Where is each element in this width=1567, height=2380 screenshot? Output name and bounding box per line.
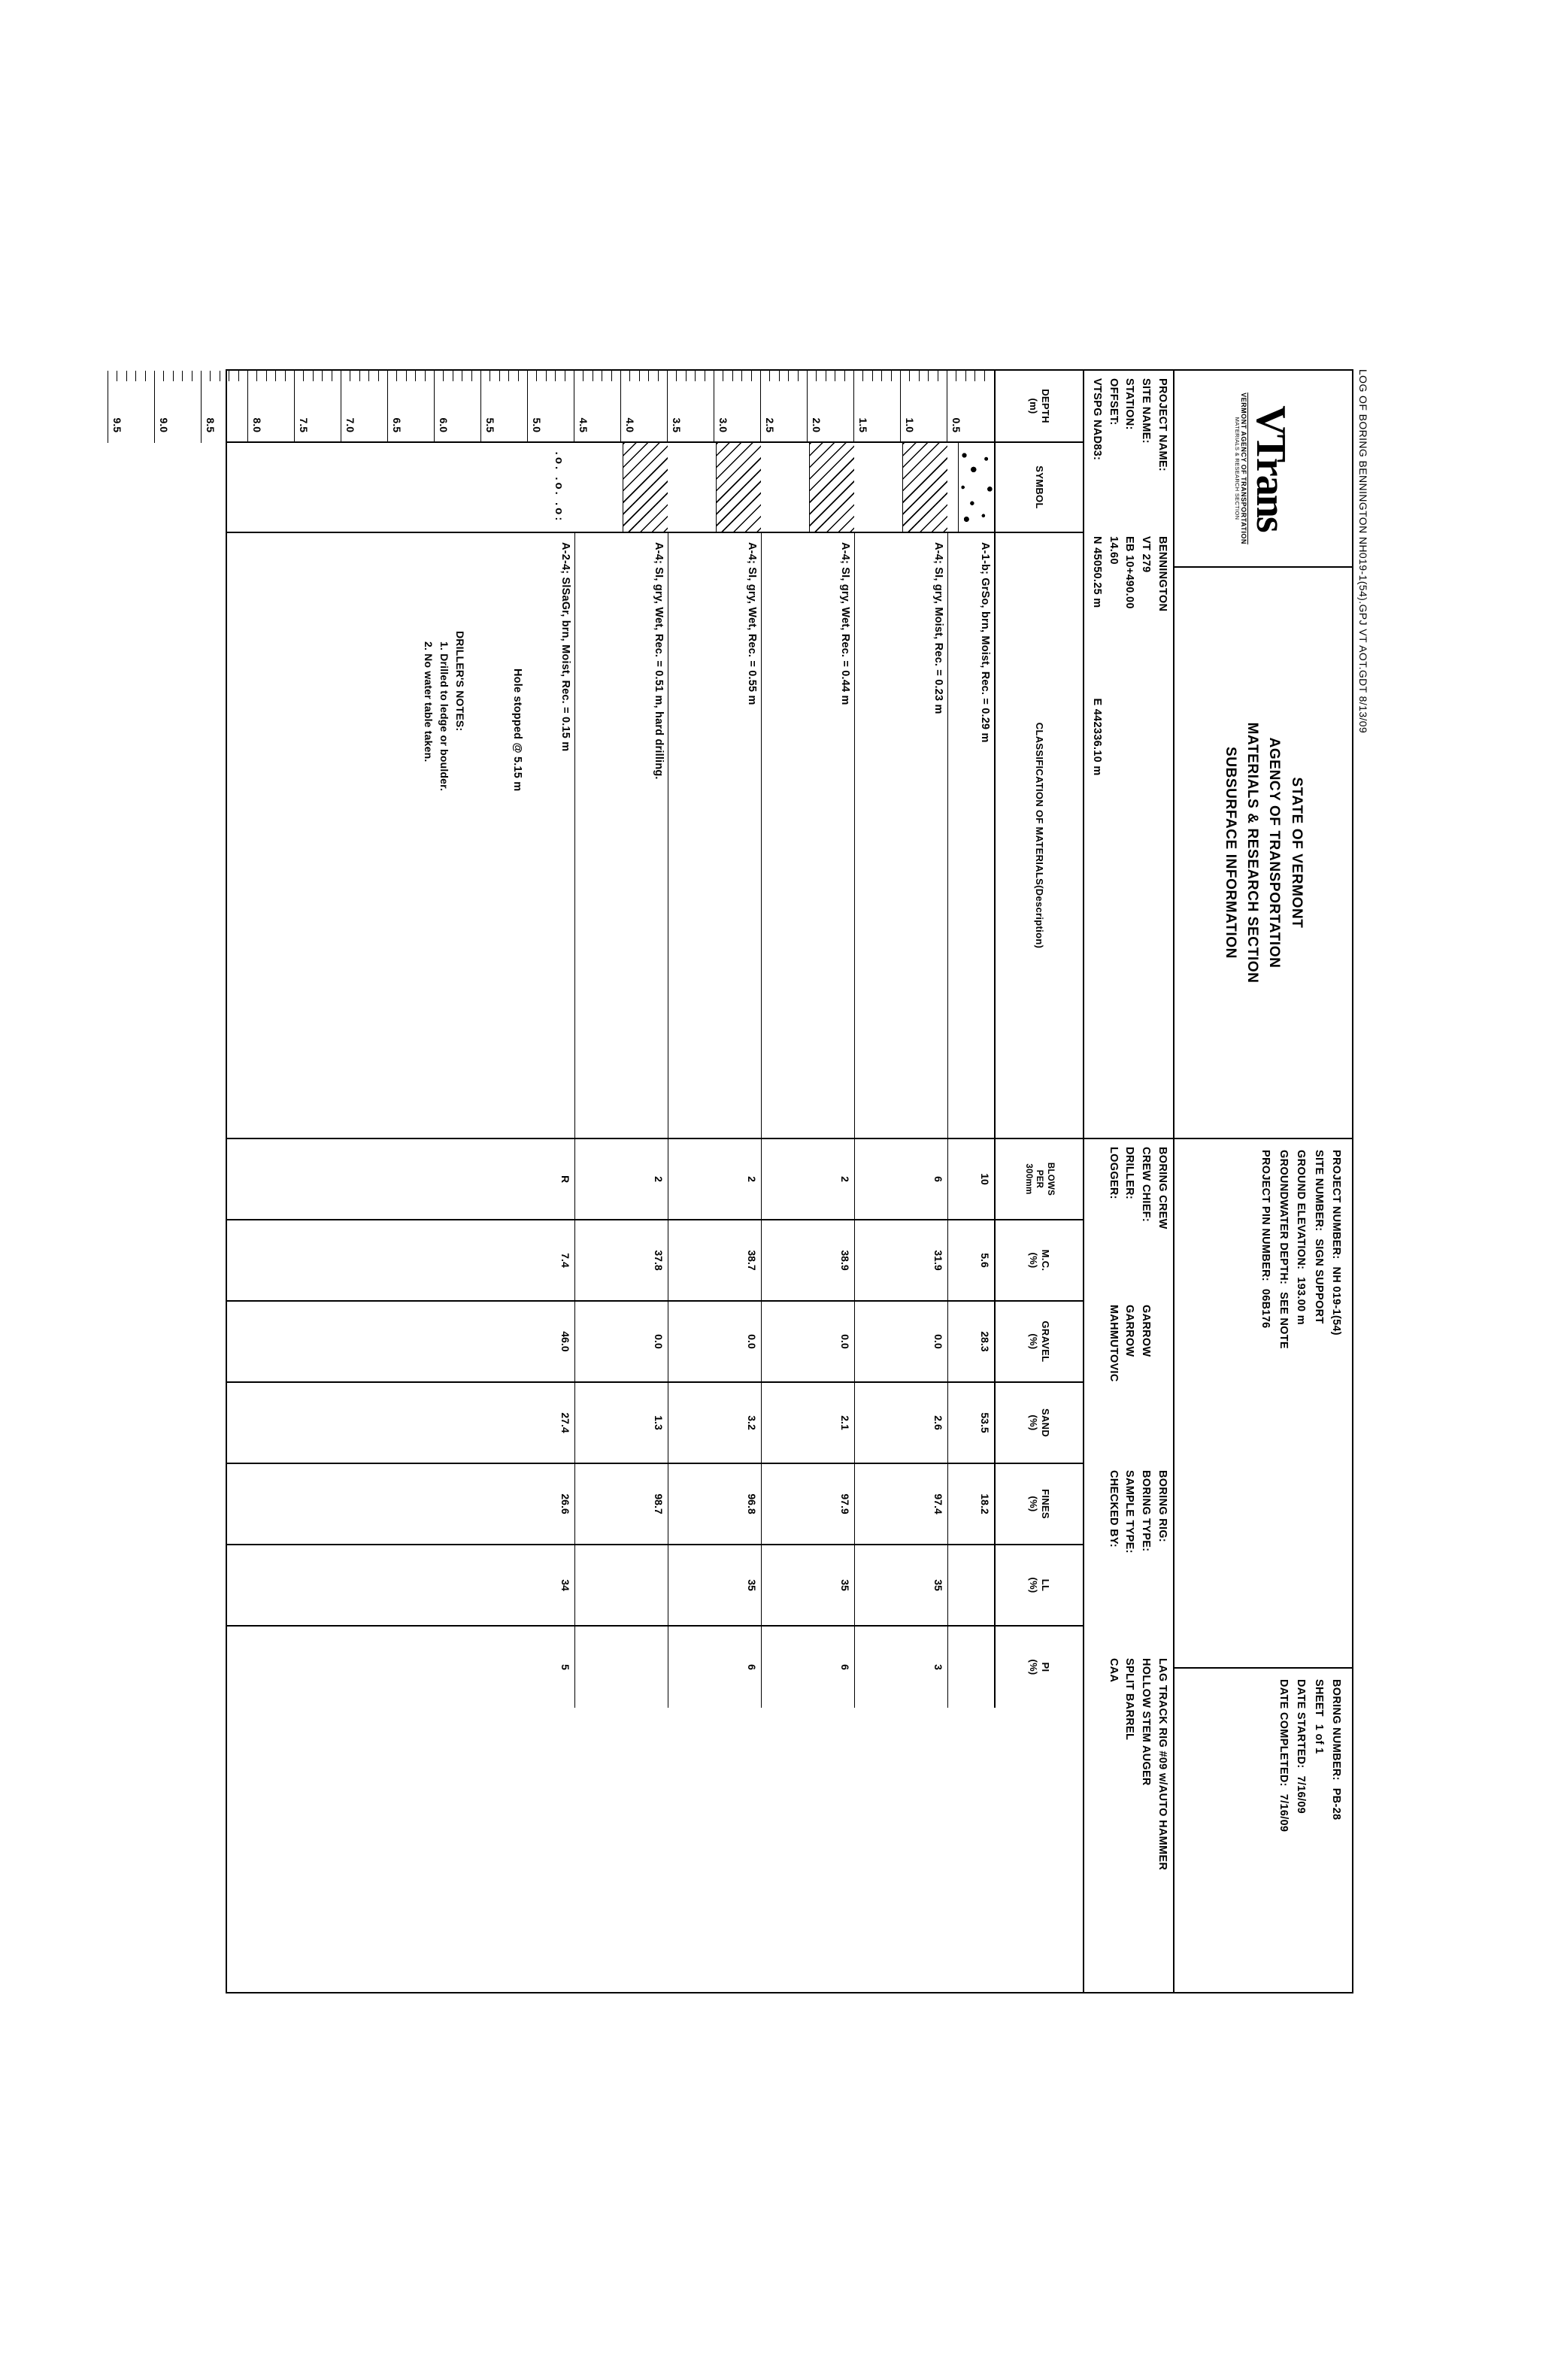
logger-value: MAHMUTOVIC <box>1107 1304 1120 1382</box>
mc-6: 7.4 <box>559 1252 571 1268</box>
ll-1 <box>947 1545 994 1625</box>
fines-4: 96.8 <box>668 1464 761 1544</box>
crew-chief-value: GARROW <box>1140 1304 1153 1357</box>
column-symbol <box>227 443 1083 533</box>
project-info-right <box>1084 1139 1173 1992</box>
date-started-value: 7/16/09 <box>1295 1775 1308 1814</box>
sheet-number-row <box>1309 1679 1326 1981</box>
logger-label: LOGGER: <box>1107 1146 1120 1199</box>
column-header-symbol: SYMBOL <box>994 443 1083 532</box>
agency-logo <box>1174 371 1352 568</box>
mc-4: 38.7 <box>668 1220 761 1300</box>
ll-values <box>227 1545 994 1625</box>
classification-row-6: A-2-4; SlSaGr, brn, Moist, Rec. = 0.15 m <box>559 541 571 751</box>
title-line-4: SUBSURFACE INFORMATION <box>1222 746 1238 959</box>
ll-3: 35 <box>761 1545 854 1625</box>
date-started-row <box>1292 1679 1309 1981</box>
coordinates-row <box>1088 378 1105 1130</box>
depth-label-9.5: 9.5 <box>111 417 123 432</box>
pi-3: 6 <box>761 1627 854 1708</box>
driller-label: DRILLER: <box>1123 1146 1136 1199</box>
symbol-silty-sand-gravel: .o. .o. .o: <box>553 451 566 523</box>
project-info-band <box>1083 371 1173 1992</box>
ll-6: 34 <box>559 1578 571 1591</box>
title-line-2: AGENCY OF TRANSPORTATION <box>1266 737 1283 968</box>
drillers-note-2: 2. No water table taken. <box>423 641 435 762</box>
depth-label-9.0: 9.0 <box>158 417 170 432</box>
ground-elevation-label: GROUND ELEVATION: <box>1295 1149 1308 1269</box>
classification-row-5: A-4; SI, gry, Wet, Rec. = 0.51 m, hard drilling. <box>574 533 668 1138</box>
boring-number-value: PB-28 <box>1330 1787 1342 1820</box>
station-row <box>1121 378 1138 1130</box>
site-name-value: VT 279 <box>1140 535 1153 573</box>
column-header-fines: FINES (%) <box>994 1464 1083 1544</box>
classification-row-1: A-1-b; GrSo, brn, Moist, Rec. = 0.29 m <box>947 533 994 1138</box>
blows-1: 10 <box>947 1139 994 1219</box>
depth-label-4.5: 4.5 <box>577 417 590 432</box>
depth-label-5.0: 5.0 <box>531 417 543 432</box>
mc-2: 31.9 <box>854 1220 947 1300</box>
project-number-row <box>1327 1150 1344 1657</box>
pi-2: 3 <box>854 1627 947 1708</box>
column-blows <box>227 1139 1083 1220</box>
ll-4: 35 <box>668 1545 761 1625</box>
depth-label-6.5: 6.5 <box>391 417 403 432</box>
sand-3: 2.1 <box>761 1383 854 1463</box>
depth-label-4.0: 4.0 <box>624 417 636 432</box>
symbol-silt-3 <box>716 443 761 532</box>
boring-rig-row <box>1153 1470 1170 1984</box>
fines-values <box>227 1464 994 1544</box>
fines-3: 97.9 <box>761 1464 854 1544</box>
column-header-gravel: GRAVEL (%) <box>994 1302 1083 1381</box>
coordinates-northing: N 45050.25 m <box>1091 535 1103 608</box>
depth-label-8.0: 8.0 <box>251 417 263 432</box>
project-pin-label: PROJECT PIN NUMBER: <box>1259 1149 1272 1281</box>
project-identifiers <box>1174 1139 1352 1669</box>
groundwater-depth-value: SEE NOTE <box>1277 1291 1290 1349</box>
column-header-blows: BLOWS PER 300mm <box>994 1139 1083 1219</box>
mc-1: 5.6 <box>947 1220 994 1300</box>
drillers-note-1: 1. Drilled to ledge or boulder. <box>438 641 450 791</box>
logger-row <box>1105 1147 1121 1470</box>
ll-2: 35 <box>854 1545 947 1625</box>
date-completed-label: DATE COMPLETED: <box>1277 1678 1290 1787</box>
pi-5 <box>574 1627 668 1708</box>
fines-1: 18.2 <box>947 1464 994 1544</box>
sand-5: 1.3 <box>574 1383 668 1463</box>
project-name-row <box>1153 378 1170 1130</box>
depth-label-3.5: 3.5 <box>671 417 683 432</box>
drillers-notes-title: DRILLER'S NOTES: <box>454 630 466 731</box>
blows-2: 6 <box>854 1139 947 1219</box>
sand-4: 3.2 <box>668 1383 761 1463</box>
column-liquid-limit <box>227 1545 1083 1627</box>
classification-log <box>227 533 994 1138</box>
boring-number-label: BORING NUMBER: <box>1330 1678 1342 1781</box>
boring-type-value: HOLLOW STEM AUGER <box>1140 1657 1153 1786</box>
symbol-silt-4 <box>623 443 668 532</box>
depth-label-2.0: 2.0 <box>811 417 823 432</box>
sand-6: 27.4 <box>559 1411 571 1433</box>
boring-crew-label: BORING CREW <box>1156 1146 1168 1229</box>
logo-subtitle-2: MATERIALS & RESEARCH SECTION <box>1234 417 1241 520</box>
depth-label-1.0: 1.0 <box>904 417 916 432</box>
depth-label-5.5: 5.5 <box>484 417 496 432</box>
crew-chief-label: CREW CHIEF: <box>1140 1146 1153 1222</box>
column-header-ll: LL (%) <box>994 1545 1083 1625</box>
blows-3: 2 <box>761 1139 854 1219</box>
offset-value: 14.60 <box>1107 535 1120 565</box>
sand-values <box>227 1383 994 1463</box>
site-name-row <box>1138 378 1154 1130</box>
fines-6: 26.6 <box>559 1493 571 1514</box>
site-number-row <box>1309 1150 1326 1657</box>
boring-number-row <box>1327 1679 1344 1981</box>
log-frame <box>111 369 1353 1993</box>
classification-row-4: A-4; SI, gry, Wet, Rec. = 0.55 m <box>668 533 761 1138</box>
column-fines <box>227 1464 1083 1545</box>
groundwater-depth-row <box>1274 1150 1291 1657</box>
project-number-label: PROJECT NUMBER: <box>1330 1149 1342 1259</box>
site-number-value: SIGN SUPPORT <box>1312 1238 1325 1323</box>
column-depth <box>111 371 1083 443</box>
gravel-3: 0.0 <box>761 1302 854 1381</box>
symbol-log <box>227 443 994 532</box>
mc-values <box>227 1220 994 1300</box>
boring-rig-value: LAG TRACK RIG #09 w/AUTO HAMMER <box>1156 1657 1168 1870</box>
column-gravel <box>227 1302 1083 1383</box>
station-label: STATION: <box>1123 377 1136 430</box>
sand-2: 2.6 <box>854 1383 947 1463</box>
site-number-label: SITE NUMBER: <box>1312 1149 1325 1231</box>
date-completed-value: 7/16/09 <box>1277 1793 1290 1832</box>
symbol-gravel-soil <box>958 443 994 532</box>
project-name-label: PROJECT NAME: <box>1156 377 1168 471</box>
gravel-5: 0.0 <box>574 1302 668 1381</box>
boring-type-label: BORING TYPE: <box>1140 1469 1153 1551</box>
driller-row <box>1121 1147 1138 1470</box>
ground-elevation-row <box>1292 1150 1309 1657</box>
gravel-2: 0.0 <box>854 1302 947 1381</box>
project-name-value: BENNINGTON <box>1156 535 1168 611</box>
title-line-3: MATERIALS & RESEARCH SECTION <box>1244 722 1260 983</box>
depth-label-6.0: 6.0 <box>438 417 450 432</box>
pi-4: 6 <box>668 1627 761 1708</box>
blows-values <box>227 1139 994 1219</box>
driller-value: GARROW <box>1123 1304 1136 1357</box>
date-started-label: DATE STARTED: <box>1295 1678 1308 1769</box>
column-header-depth: DEPTH (m) <box>994 371 1083 441</box>
column-header-mc: M.C. (%) <box>994 1220 1083 1300</box>
depth-label-0.5: 0.5 <box>950 417 962 432</box>
classification-row-2: A-4; SI, gry, Moist, Rec. = 0.23 m <box>854 533 947 1138</box>
hole-stopped-note: Hole stopped @ 5.15 m <box>511 668 523 791</box>
gravel-values <box>227 1302 994 1381</box>
boring-identifiers <box>1174 1669 1352 1992</box>
boring-log-sheet <box>111 363 1370 2018</box>
fines-2: 97.4 <box>854 1464 947 1544</box>
gravel-1: 28.3 <box>947 1302 994 1381</box>
pi-6: 5 <box>559 1663 571 1670</box>
symbol-silt-2 <box>809 443 854 532</box>
checked-by-row <box>1105 1470 1121 1984</box>
sheet-title <box>1174 568 1352 1139</box>
date-completed-row <box>1274 1679 1291 1981</box>
sheet-label: SHEET <box>1312 1678 1325 1717</box>
crew-chief-row <box>1138 1147 1154 1470</box>
depth-scale <box>111 371 994 441</box>
checked-by-value: CAA <box>1107 1657 1120 1682</box>
depth-label-7.5: 7.5 <box>298 417 310 432</box>
depth-label-1.5: 1.5 <box>857 417 869 432</box>
checked-by-label: CHECKED BY: <box>1107 1469 1120 1548</box>
depth-label-8.5: 8.5 <box>205 417 217 432</box>
blows-4: 2 <box>668 1139 761 1219</box>
boring-log-table <box>111 371 1083 1992</box>
blows-6: R <box>559 1175 571 1183</box>
pi-values <box>227 1627 994 1708</box>
column-header-sand: SAND (%) <box>994 1383 1083 1463</box>
project-pin-value: 06B176 <box>1259 1288 1272 1328</box>
groundwater-depth-label: GROUNDWATER DEPTH: <box>1277 1149 1290 1284</box>
ground-elevation-value: 193.00 m <box>1295 1276 1308 1325</box>
file-stamp: LOG OF BORING BENNINGTON NH019-1(54).GPJ VT AOT.GDT 8/13/09 <box>1357 368 1369 733</box>
sample-type-label: SAMPLE TYPE: <box>1123 1469 1136 1554</box>
column-header-pi: PI (%) <box>994 1627 1083 1708</box>
depth-label-3.0: 3.0 <box>717 417 729 432</box>
boring-crew-row <box>1153 1147 1170 1470</box>
column-plasticity-index <box>227 1627 1083 1708</box>
project-info-left <box>1084 371 1173 1139</box>
classification-row-3: A-4; SI, gry, Wet, Rec. = 0.44 m <box>761 533 854 1138</box>
column-moisture-content <box>227 1220 1083 1302</box>
column-sand <box>227 1383 1083 1464</box>
drillers-notes <box>420 631 468 791</box>
mc-5: 37.8 <box>574 1220 668 1300</box>
offset-row <box>1105 378 1121 1130</box>
title-line-1: STATE OF VERMONT <box>1288 776 1305 928</box>
logo-text: VTrans <box>1247 405 1295 532</box>
boring-rig-label: BORING RIG: <box>1156 1469 1168 1542</box>
blows-5: 2 <box>574 1139 668 1219</box>
offset-label: OFFSET: <box>1107 377 1120 426</box>
ll-5 <box>574 1545 668 1625</box>
column-classification <box>227 533 1083 1139</box>
pi-1 <box>947 1627 994 1708</box>
coordinates-label: VTSPG NAD83: <box>1091 377 1103 460</box>
sheet-value: 1 of 1 <box>1312 1724 1325 1754</box>
sand-1: 53.5 <box>947 1383 994 1463</box>
gravel-4: 0.0 <box>668 1302 761 1381</box>
site-name-label: SITE NAME: <box>1140 377 1153 444</box>
symbol-silt-1 <box>902 443 947 532</box>
project-number-value: NH 019-1(54) <box>1330 1266 1342 1336</box>
fines-5: 98.7 <box>574 1464 668 1544</box>
project-pin-row <box>1256 1150 1274 1657</box>
gravel-6: 46.0 <box>559 1330 571 1352</box>
depth-label-7.0: 7.0 <box>344 417 356 432</box>
column-header-classification: CLASSIFICATION OF MATERIALS (Description) <box>994 533 1083 1138</box>
mc-3: 38.9 <box>761 1220 854 1300</box>
coordinates-easting: E 442336.10 m <box>1091 698 1103 776</box>
sample-type-row <box>1121 1470 1138 1984</box>
station-value: EB 10+490.00 <box>1123 535 1136 609</box>
depth-label-2.5: 2.5 <box>764 417 776 432</box>
sample-type-value: SPLIT BARREL <box>1123 1657 1136 1740</box>
header-band <box>1173 371 1352 1992</box>
boring-type-row <box>1138 1470 1154 1984</box>
logo-subtitle: VERMONT AGENCY OF TRANSPORTATION <box>1240 392 1248 544</box>
